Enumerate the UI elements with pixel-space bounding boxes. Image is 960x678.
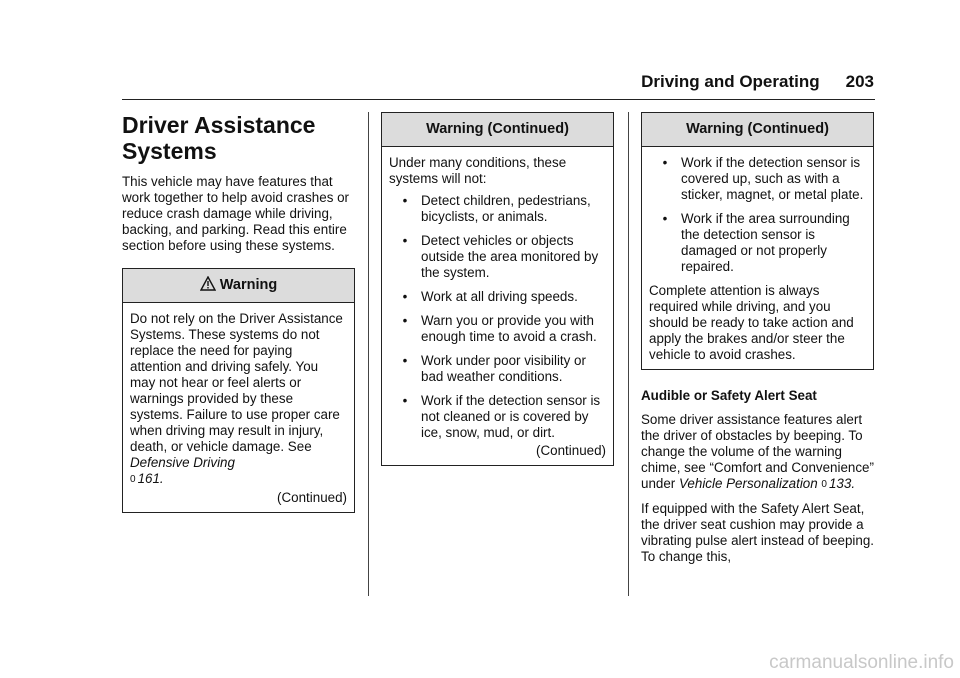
bullet-item: • Work if the detection sensor is not cleaned or is covered by ice, snow, mud, or dirt. — [389, 393, 606, 441]
watermark: carmanualsonline.info — [769, 652, 954, 673]
warning-intro: Under many conditions, these systems will not: — [389, 155, 567, 186]
paragraph-chime: Some driver assistance features alert the driver of obstacles by beeping. To change the volume of the warning chime, see “Comfort and Convenience” under Vehicle Personalization 0 133. — [641, 412, 874, 491]
page-ref-icon: 0 — [130, 474, 136, 485]
page-header — [620, 72, 874, 92]
warning-triangle-icon — [200, 276, 216, 291]
bullet-item: • Detect children, pedestrians, bicyclists, or animals. — [389, 193, 606, 225]
warning-header — [123, 269, 354, 303]
warning-header: Warning (Continued) — [382, 113, 613, 147]
bullet-icon: • — [402, 289, 408, 304]
bullet-item: • Work under poor visibility or bad weather conditions. — [389, 353, 606, 385]
bullet-icon: • — [402, 193, 408, 208]
bullet-icon: • — [402, 393, 408, 408]
bullet-icon: • — [402, 353, 408, 368]
bullet-item: • Work at all driving speeds. — [389, 289, 606, 305]
bullet-icon: • — [402, 233, 408, 248]
bullet-icon: • — [402, 313, 408, 328]
column-3 — [641, 112, 874, 573]
bullet-item: • Work if the area surrounding the detection sensor is damaged or not properly repaired. — [649, 211, 866, 275]
header-rule — [122, 99, 875, 100]
xref-page-161[interactable]: 161. — [137, 471, 164, 486]
xref-defensive-driving[interactable]: Defensive Driving — [130, 455, 235, 470]
warning-text: Do not rely on the Driver Assistance Systems. These systems do not replace the need for paying attention and driving safely. You may not hear or feel alerts or warnings provided by these systems. Failure to use proper care when driving may result in injury, death, or vehicle damage. See Defensive Driving 0 161. — [130, 311, 343, 486]
xref-page-133[interactable]: 133. — [828, 476, 856, 491]
bullet-item: • Warn you or provide you with enough time to avoid a crash. — [389, 313, 606, 345]
continued-label: (Continued) — [277, 490, 347, 505]
warning-box-1 — [122, 268, 355, 513]
column-divider-1 — [368, 112, 369, 596]
subheading-audible-alert: Audible or Safety Alert Seat — [641, 388, 817, 403]
column-1 — [122, 112, 355, 513]
paragraph-safety-seat: If equipped with the Safety Alert Seat, the driver seat cushion may provide a vibrating pulse alert instead of beeping. To change this, — [641, 501, 875, 564]
page-ref-icon: 0 — [821, 479, 827, 490]
warning-closing: Complete attention is always required while driving, and you should be ready to take action and apply the brakes and/or steer the vehicle to avoid crashes. — [649, 283, 854, 362]
page-title: Driver Assistance Systems — [122, 112, 316, 164]
column-divider-2 — [628, 112, 629, 596]
warning-box-2 — [381, 112, 614, 466]
warning-body — [123, 303, 354, 512]
warning-box-3 — [641, 112, 874, 370]
continued-label: (Continued) — [536, 443, 606, 458]
xref-vehicle-personalization[interactable]: Vehicle Personalization — [678, 476, 818, 491]
warning-body — [642, 147, 873, 369]
warning-header: Warning (Continued) — [642, 113, 873, 147]
bullet-item: • Detect vehicles or objects outside the area monitored by the system. — [389, 233, 606, 281]
warning-title: Warning — [219, 277, 278, 293]
section-title: Driving and Operating — [641, 72, 820, 91]
warning-body — [382, 147, 613, 465]
bullet-item: • Work if the detection sensor is covered up, such as with a sticker, magnet, or metal plate. — [649, 155, 866, 203]
bullet-icon: • — [662, 155, 668, 170]
bullet-icon: • — [662, 211, 668, 226]
page-number: 203 — [845, 72, 874, 91]
intro-paragraph: This vehicle may have features that work together to help avoid crashes or reduce crash damage while driving, backing, and parking. Read this entire section before using these systems. — [122, 174, 350, 253]
column-2 — [381, 112, 614, 466]
